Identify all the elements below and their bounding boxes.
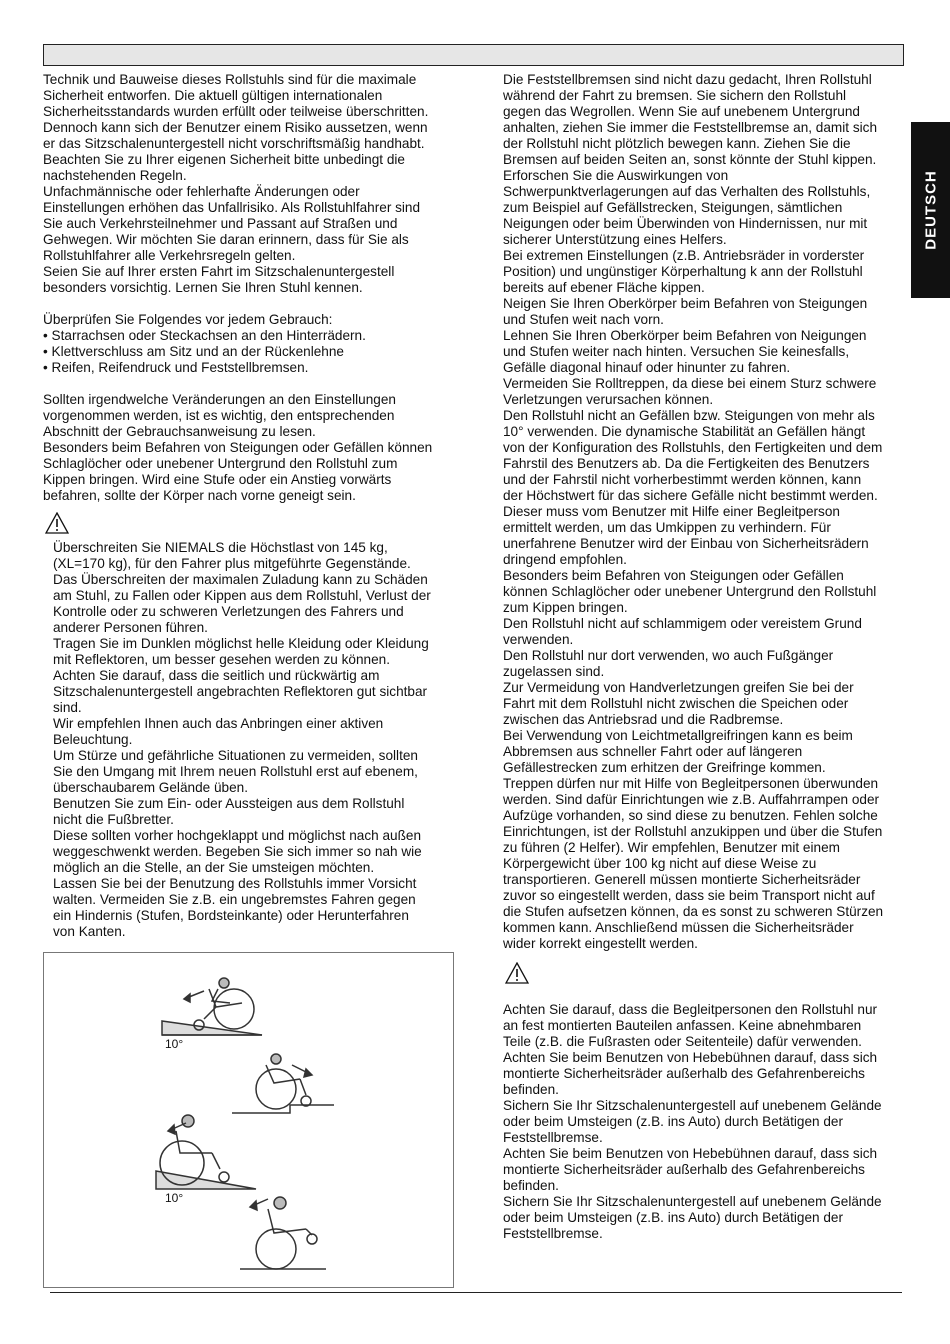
- footer-rule: [50, 1292, 902, 1293]
- warning-triangle-icon: [45, 512, 69, 534]
- right-main-text: Die Feststellbremsen sind nicht dazu gedacht, Ihren Rollstuhl während der Fahrt zu bremsen. Sie sichern den Rollstuhl gegen das Wegrollen. Wenn Sie auf unebenem Untergrund anhalten, ziehen Sie immer die Feststellbremse an, damit sich der Rollstuhl nicht plötzlich bewegen kann. Ziehen Sie die Bremsen auf beiden Seiten an, sonst könnte der Stuhl kippen. Erforschen Sie die Auswirkungen von Schwerpunktverlagerungen auf das Verhalten des Rollstuhls, zum Beispiel auf Gefällstrecken, Steigungen, sämtlichen Neigungen oder beim Überwinden von Hindernissen, nur mit sicherer Unterstützung eines Helfers. Bei extremen Einstellungen (z.B. Antriebsräder in vorderster Position) und ungünstiger Körperhaltung k ann der Rollstuhl bereits auf ebener Fläche kippen. Neigen Sie Ihren Oberkörper beim Befahren von Steigungen und Stufen weit nach vorn. Lehnen Sie Ihren Oberkörper beim Befahren von Neigungen und Stufen weiter nach hinten. Versuchen Sie keinesfalls, Gefälle diagonal hinauf oder hinunter zu fahren. Vermeiden Sie Rolltreppen, da diese bei einem Sturz schwere Verletzungen verursachen können. Den Rollstuhl nicht an Gefällen bzw. Steigungen von mehr als 10° verwenden. Die dynamische Stabilität an Gefällen hängt von der Konfiguration des Rollstuhls, den Fertigkeiten und dem Fahrstil des Benutzers ab. Da die Fertigkeiten des Benutzers und der Fahrstil nicht vorherbestimmt werden können, kann der Höchstwert für das sichere Gefälle nicht bestimmt werden. Dieser muss vom Benutzer mit Hilfe einer Begleitperson ermittelt werden, um das Umkippen zu verhindern. Für unerfahrene Benutzer wird der Einbau von Sicherheitsrädern dringend empfohlen. Besonders beim Befahren von Steigungen oder Gefällen können Schlaglöcher oder unebener Untergrund den Rollstuhl zum Kippen bringen. Den Rollstuhl nicht auf schlammigem oder vereistem Grund verwenden. Den Rollstuhl nur dort verwenden, wo auch Fußgänger zugelassen sind. Zur Vermeidung von Handverletzungen greifen Sie bei der Fahrt mit dem Rollstuhl nicht zwischen die Speichen oder zwischen das Antriebsrad und die Radbremse. Bei Verwendung von Leichtmetallgreifringen kann es beim Abbremsen aus schneller Fahrt oder auf längeren Gefällestrecken zum erhitzen der Greifringe kommen. Treppen dürfen nur mit Hilfe von Begleitpersonen überwunden werden. Sind dafür Einrichtungen wie z.B. Auffahrrampen oder Aufzüge vorhanden, so sind diese zu benutzen. Fehlen solche Einrichtungen, ist der Rollstuhl anzukippen und über die Stufen zu führen (2 Helfer). Wir empfehlen, Benutzer mit einem Körpergewicht über 100 kg nicht auf diese Weise zu transportieren. Generell müssen montierte Sicherheitsräder zuvor so eingestellt werden, dass sie beim Transport nicht auf die Stufen aufsetzen können, da es sonst zu schweren Stürzen kommen kann. Anschließend müssen die Sicherheitsräder wider korrekt eingestellt werden.: [503, 72, 884, 951]
- check-title: Überprüfen Sie Folgendes vor jedem Gebrauch:: [43, 312, 333, 327]
- intro-text: Technik und Bauweise dieses Rollstuhls sind für die maximale Sicherheit entworfen. Die aktuell gültigen internationalen Sicherheitsstandards wurden erfüllt oder teilweise überschritten. Dennoch kann sich der Benutzer einem Risiko aussetzen, wenn er das Sitzschalenuntergestell nicht vorschriftsmäßig handhabt. Beachten Sie zu Ihrer eigenen Sicherheit bitte unbedingt die nachstehenden Regeln. Unfachmännische oder fehlerhafte Änderungen oder Einstellungen erhöhen das Unfallrisiko. Als Rollstuhlfahrer sind Sie auch Verkehrsteilnehmer und Passant auf Straßen und Gehwegen. Wir möchten Sie daran erinnern, dass für Sie als Rollstuhlfahrer alle Verkehrsregeln gelten. Seien Sie auf Ihrer ersten Fahrt im Sitzschalenuntergestell besonders vorsichtig. Lernen Sie Ihren Stuhl kennen.: [43, 72, 429, 295]
- changes-text: Sollten irgendwelche Veränderungen an den Einstellungen vorgenommen werden, ist es wichtig, den entsprechenden Abschnitt der Gebrauchsanweisung zu lesen. Besonders beim Befahren von Steigungen oder Gefällen können Schlaglöcher oder unebener Untergrund den Rollstuhl zum Kippen bringen. Wird eine Stufe oder ein Anstieg vorwärts befahren, sollte der Körper nach vorne geneigt sein.: [43, 392, 433, 503]
- language-tab-label: DEUTSCH: [922, 170, 939, 250]
- angle-label: 10°: [165, 1037, 184, 1051]
- wheelchair-figure: [43, 952, 454, 1288]
- left-column: [43, 72, 468, 940]
- right-warning-text: Achten Sie darauf, dass die Begleitpersonen den Rollstuhl nur an fest montierten Bauteilen anfassen. Keine abnehmbaren Teile (z.B. die Fußrasten oder Seitenteile) dafür verwenden. Achten Sie beim Benutzen von Hebebühnen darauf, dass sich montierte Sicherheitsräder außerhalb des Gefahrenbereichs befinden. Sichern Sie Ihr Sitzschalenuntergestell auf unebenem Gelände oder beim Umsteigen (z.B. ins Auto) durch Betätigen der Feststellbremse. Achten Sie beim Benutzen von Hebebühnen darauf, dass sich montierte Sicherheitsräder außerhalb des Gefahrenbereichs befinden. Sichern Sie Ihr Sitzschalenuntergestell auf unebenem Gelände oder beim Umsteigen (z.B. ins Auto) durch Betätigen der Feststellbremse.: [503, 1002, 882, 1241]
- language-tab: [911, 122, 950, 298]
- angle-label: 10°: [165, 1191, 184, 1205]
- warning-triangle-icon: [505, 962, 529, 984]
- left-warning-text: Überschreiten Sie NIEMALS die Höchstlast von 145 kg, (XL=170 kg), für den Fahrer plus mitgeführte Gegenstände. Das Überschreiten der maximalen Zuladung kann zu Schäden am Stuhl, zu Fallen oder Kippen aus dem Rollstuhl, Verlust der Kontrolle oder zu schweren Verletzungen des Fahrers und anderer Personen führen. Tragen Sie im Dunklen möglichst helle Kleidung oder Kleidung mit Reflektoren, um besser gesehen werden zu können. Achten Sie darauf, dass die seitlich und rückwärtig am Sitzschalenuntergestell angebrachten Reflektoren gut sichtbar sind. Wir empfehlen Ihnen auch das Anbringen einer aktiven Beleuchtung. Um Stürze und gefährliche Situationen zu vermeiden, sollten Sie den Umgang mit Ihrem neuen Rollstuhl erst auf ebenem, überschaubarem Gelände üben. Benutzen Sie zum Ein- oder Aussteigen aus dem Rollstuhl nicht die Fußbretter. Diese sollten vorher hochgeklappt und möglichst nach außen weggeschwenkt werden. Begeben Sie sich immer so nah wie möglich an die Stelle, an der Sie umsteigen möchten. Lassen Sie bei der Benutzung des Rollstuhls immer Vorsicht walten. Vermeiden Sie z.B. ein ungebremstes Fahren gegen ein Hindernis (Stufen, Bordsteinkante) oder Herunterfahren von Kanten.: [53, 540, 431, 939]
- check-list: [43, 328, 468, 376]
- section-header-bar: [43, 44, 904, 66]
- right-column: [503, 72, 913, 1242]
- check-item: • Klettverschluss am Sitz und an der Rückenlehne: [43, 344, 344, 359]
- check-item: • Starrachsen oder Steckachsen an den Hinterrädern.: [43, 328, 366, 343]
- wheelchair-illustration-icon: [44, 953, 453, 1287]
- check-item: • Reifen, Reifendruck und Feststellbremsen.: [43, 360, 309, 375]
